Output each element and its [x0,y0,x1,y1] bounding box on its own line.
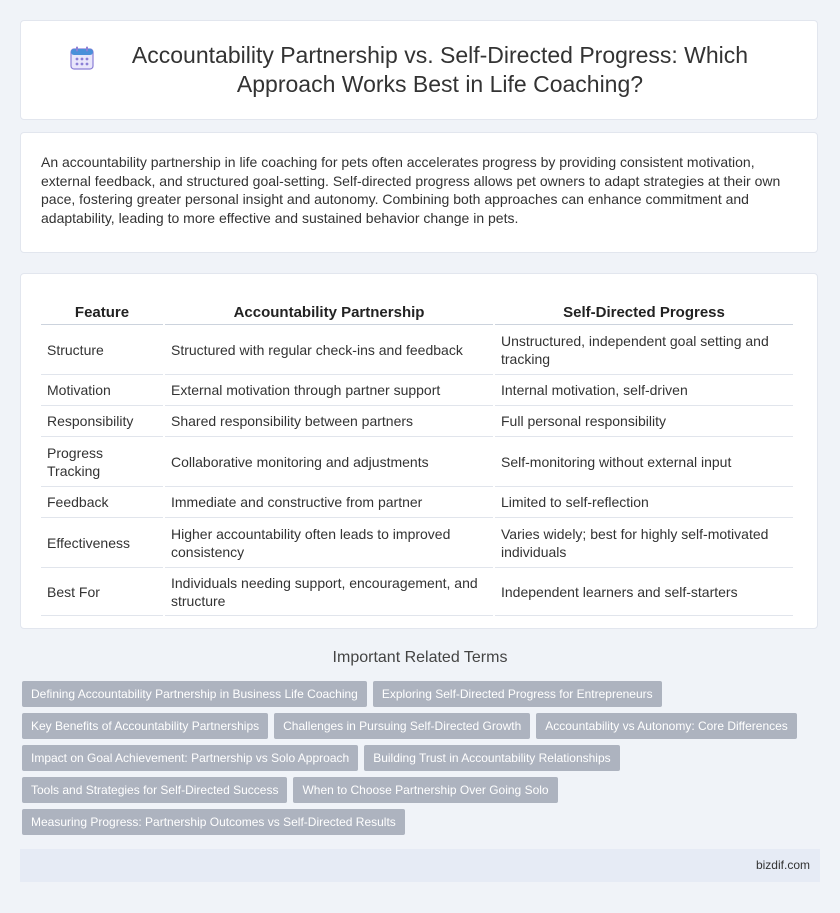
table-cell-accountability: Individuals needing support, encouragement, and structure [165,568,493,616]
table-cell-feature: Motivation [41,375,163,406]
table-row [41,437,793,487]
tag-row [22,713,822,739]
related-term-tag[interactable]: Defining Accountability Partnership in Business Life Coaching [22,681,367,707]
table-cell-feature: Progress Tracking [41,437,163,487]
related-terms-title: Important Related Terms [332,649,508,666]
header-feature: Feature [41,294,163,325]
table-cell-self-directed: Varies widely; best for highly self-motivated individuals [495,518,793,568]
related-term-tag[interactable]: When to Choose Partnership Over Going Solo [293,777,557,803]
table-row [41,568,793,616]
table-cell-accountability: Shared responsibility between partners [165,406,493,437]
related-term-tag[interactable]: Measuring Progress: Partnership Outcomes vs Self-Directed Results [22,809,405,835]
table-cell-accountability: Collaborative monitoring and adjustments [165,437,493,487]
table-cell-accountability: Higher accountability often leads to improved consistency [165,518,493,568]
table-cell-self-directed: Internal motivation, self-driven [495,375,793,406]
table-cell-feature: Structure [41,325,163,375]
page-title: Accountability Partnership vs. Self-Directed Progress: Which Approach Works Best in Life Coaching? [131,42,749,97]
related-term-tag[interactable]: Accountability vs Autonomy: Core Differences [536,713,797,739]
tag-row [22,745,822,771]
comparison-table [39,294,795,616]
table-cell-self-directed: Full personal responsibility [495,406,793,437]
related-term-tag[interactable]: Building Trust in Accountability Relationships [364,745,619,771]
table-row [41,325,793,375]
table-row [41,518,793,568]
tag-row [22,809,822,835]
related-term-tag[interactable]: Challenges in Pursuing Self-Directed Growth [274,713,530,739]
related-term-tag[interactable]: Key Benefits of Accountability Partnerships [22,713,268,739]
comparison-card [20,273,818,629]
table-cell-feature: Responsibility [41,406,163,437]
table-row [41,375,793,406]
table-cell-feature: Effectiveness [41,518,163,568]
related-term-tag[interactable]: Exploring Self-Directed Progress for Entrepreneurs [373,681,662,707]
table-cell-accountability: External motivation through partner support [165,375,493,406]
title-card [20,20,818,120]
related-terms-list [22,681,822,841]
related-term-tag[interactable]: Impact on Goal Achievement: Partnership vs Solo Approach [22,745,358,771]
table-cell-self-directed: Independent learners and self-starters [495,568,793,616]
header-self-directed: Self-Directed Progress [495,294,793,325]
related-term-tag[interactable]: Tools and Strategies for Self-Directed Success [22,777,287,803]
table-header-row [41,294,793,325]
table-cell-accountability: Immediate and constructive from partner [165,487,493,518]
summary-card [20,132,818,253]
tag-row [22,681,822,707]
title-wrap [69,41,769,99]
footer-site-name: bizdif.com [755,858,810,872]
table-row [41,406,793,437]
table-row [41,487,793,518]
calendar-icon [69,45,95,71]
header-accountability: Accountability Partnership [165,294,493,325]
summary-text: An accountability partnership in life coaching for pets often accelerates progress by providing consistent motivation, external feedback, and structured goal-setting. Self-directed progress allows pet owners to adapt strategies at their own pace, fostering greater personal insight and autonomy. Combining both approaches can enhance commitment and adaptability, leading to more effective and sustained behavior change in pets. [41,154,781,226]
table-cell-accountability: Structured with regular check-ins and feedback [165,325,493,375]
footer [20,849,820,882]
table-cell-self-directed: Unstructured, independent goal setting and tracking [495,325,793,375]
table-cell-feature: Feedback [41,487,163,518]
tag-row [22,777,822,803]
table-cell-feature: Best For [41,568,163,616]
table-cell-self-directed: Limited to self-reflection [495,487,793,518]
table-cell-self-directed: Self-monitoring without external input [495,437,793,487]
